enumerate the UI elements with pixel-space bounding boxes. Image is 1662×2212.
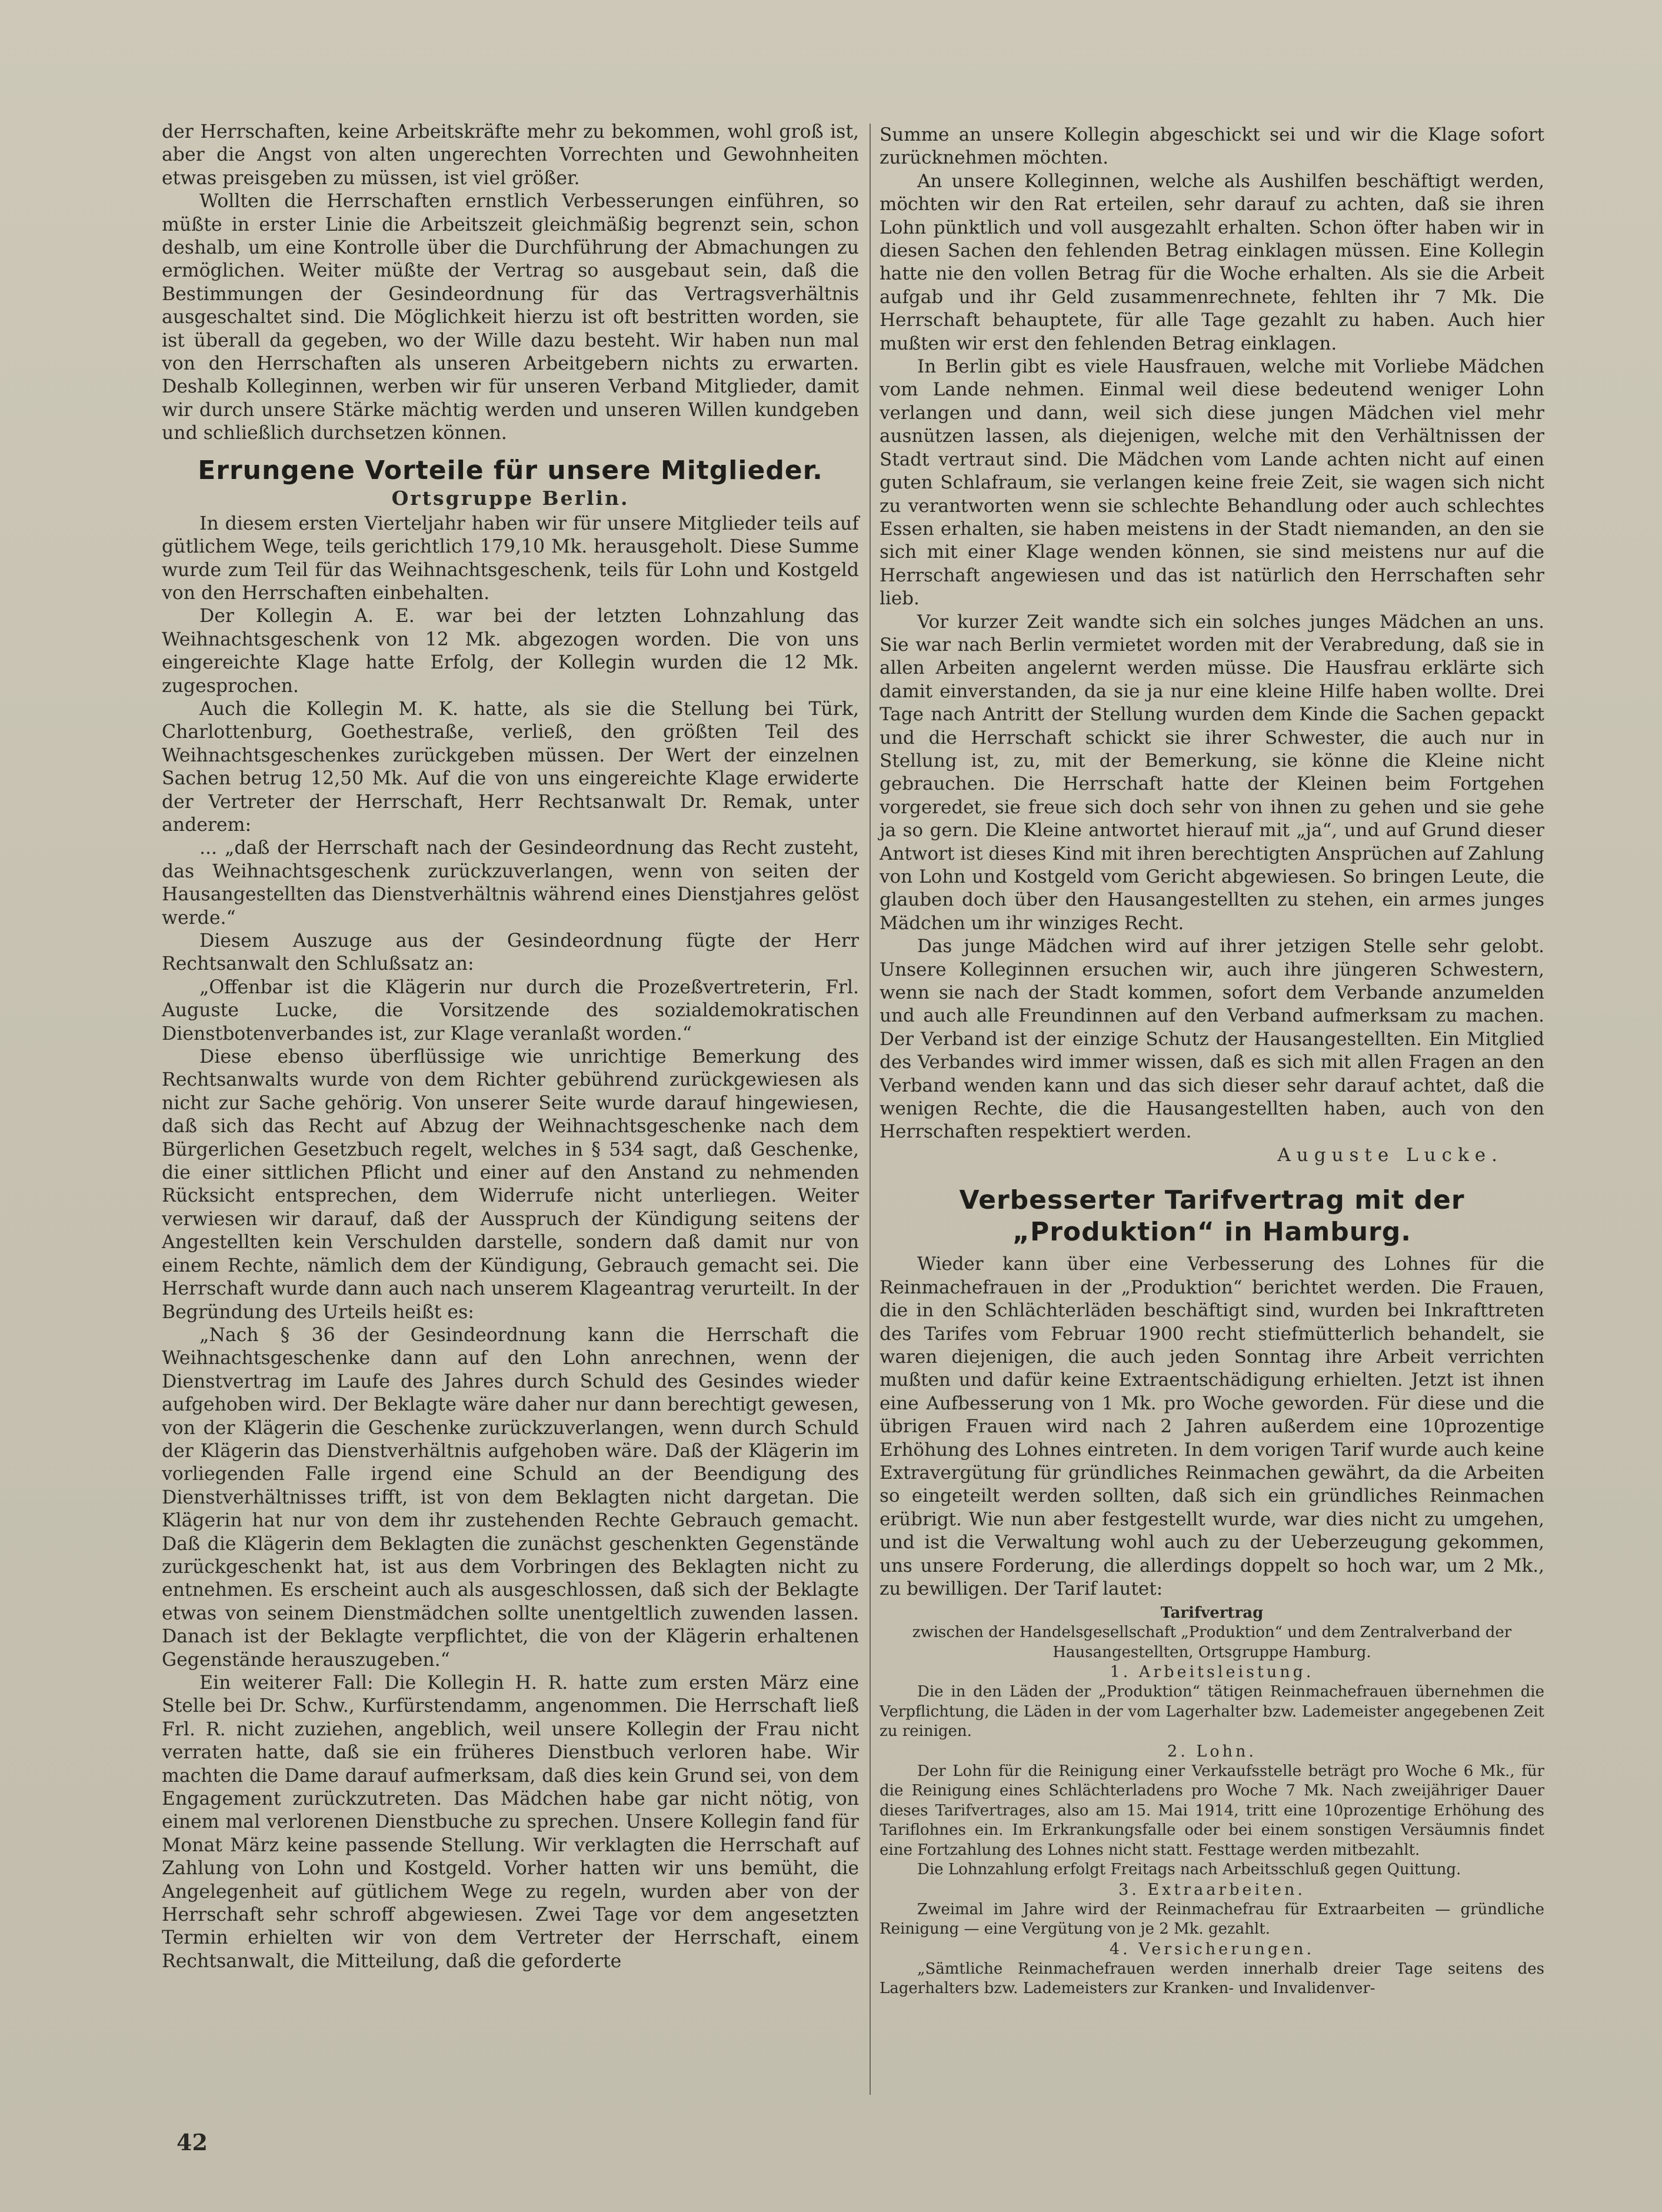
left-paragraph: Auch die Kollegin M. K. hatte, als sie die Stellung bei Türk, Charlottenburg, Goethestraße, verließ, den größten Teil des Weihnachtsgeschenkes zurückgeben müssen. Der Wert der einzelnen Sachen betrug 12,50 Mk. Auf die von uns eingereichte Klage erwiderte der Vertreter der Herrschaft, Herr Rechtsanwalt Dr. Remak, unter anderem:: [162, 698, 859, 836]
left-paragraph: Ein weiterer Fall: Die Kollegin H. R. hatte zum ersten März eine Stelle bei Dr. Schw., Kurfürstendamm, angenommen. Die Herrschaft ließ Frl. R. nicht zuziehen, angeblich, weil unsere Kollegin der Frau nicht verraten hatte, daß sie ein früheres Dienstbuch verloren habe. Wir machten die Dame darauf aufmerksam, daß dies kein Grund sei, von dem Engagement zurückzutreten. Das Mädchen habe gar nicht nötig, von einem mal verlorenen Dienstbuche zu sprechen. Unsere Kollegin fand für Monat März keine passende Stellung. Wir verklagten die Herrschaft auf Zahlung von Lohn und Kostgeld. Vorher hatten wir uns bemüht, die Angelegenheit auf gütlichem Wege zu regeln, wurden aber von der Herrschaft sehr schroff abgewiesen. Zwei Tage vor dem angesetzten Termin erhielten wir von dem Vertreter der Herrschaft, einem Rechtsanwalt, die Mitteilung, daß die geforderte: [162, 1672, 859, 1972]
section-title: 4. Versicherungen.: [1109, 1940, 1315, 1958]
left-paragraph: der Herrschaften, keine Arbeitskräfte mehr zu bekommen, wohl groß ist, aber die Angst von alten ungerechten Vorrechten und Gewohnheiten etwas preisgeben zu müssen, ist viel größer.: [162, 121, 859, 189]
section-text: Der Lohn für die Reinigung einer Verkaufsstelle beträgt pro Woche 6 Mk., für die Reinigung eines Schlächterladens pro Woche 7 Mk. Nach zweijähriger Dauer dieses Tarifvertrages, also am 15. Mai 1914, tritt eine 10prozentige Erhöhung des Tariflohnes ein. Im Erkrankungsfalle oder bei einem sonstigen Versäumnis findet eine Fortzahlung des Lohnes nicht statt. Festtage werden mitbezahlt.: [880, 1762, 1544, 1859]
left-paragraph: Der Kollegin A. E. war bei der letzten Lohnzahlung das Weihnachtsgeschenk von 12 Mk. abgezogen worden. Die von uns eingereichte Klage hatte Erfolg, der Kollegin wurden die 12 Mk. zugesprochen.: [162, 606, 859, 697]
tarif-contract: [880, 1603, 1544, 1999]
article-heading-vorteile: Errungene Vorteile für unsere Mitglieder.: [198, 455, 823, 485]
left-column: [162, 121, 859, 1973]
tarif-title: Tarifvertrag: [1160, 1604, 1264, 1622]
left-paragraph: Diese ebenso überflüssige wie unrichtige Bemerkung des Rechtsanwalts wurde von dem Richter gebührend zurückgewiesen als nicht zur Sache gehörig. Von unserer Seite wurde darauf hingewiesen, daß sich das Recht auf Abzug der Weihnachtsgeschenke nach dem Bürgerlichen Gesetzbuch regelt, welches in § 534 sagt, daß Geschenke, die einer sittlichen Pflicht und einer auf den Anstand zu nehmenden Rücksicht entsprechen, dem Widerrufe nicht unterliegen. Weiter verwiesen wir darauf, daß der Ausspruch der Kündigung seitens der Angestellten kein Verschulden darstelle, sondern daß damit nur von einem Rechte, nämlich dem der Kündigung, Gebrauch gemacht sei. Die Herrschaft wurde dann auch nach unserem Klageantrag verurteilt. In der Begründung des Urteils heißt es:: [162, 1046, 859, 1323]
left-paragraph: Wollten die Herrschaften ernstlich Verbesserungen einführen, so müßte in erster Linie die Arbeitszeit gleichmäßig begrenzt sein, schon deshalb, um eine Kontrolle über die Durchführung der Abmachungen zu ermöglichen. Weiter müßte der Vertrag so ausgebaut sein, daß die Bestimmungen der Gesindeordnung für das Vertragsverhältnis ausgeschaltet sind. Die Möglichkeit hierzu ist oft bestritten worden, sie ist überall da gegeben, wo der Wille dazu besteht. Wir haben nun mal von den Herrschaften als unseren Arbeitgebern nichts zu erwarten. Deshalb Kolleginnen, werben wir für unseren Verband Mitglieder, damit wir durch unsere Stärke mächtig werden und unseren Willen kundgeben und schließlich durchsetzen können.: [162, 191, 859, 444]
author-signature: Auguste Lucke.: [1277, 1144, 1503, 1166]
tarif-parties: zwischen der Handelsgesellschaft „Produktion“ und dem Zentralverband der Hausangestellten, Ortsgruppe Hamburg.: [912, 1624, 1512, 1661]
right-paragraph: An unsere Kolleginnen, welche als Aushilfen beschäftigt werden, möchten wir den Rat erteilen, sehr darauf zu achten, daß sie ihren Lohn pünktlich und voll ausgezahlt erhalten. Schon öfter haben wir in diesen Sachen den fehlenden Betrag einklagen müssen. Eine Kollegin hatte nie den vollen Betrag für die Woche erhalten. Als sie die Arbeit aufgab und ihr Geld zusammenrechnete, fehlten ihr 7 Mk. Die Herrschaft behauptete, für alle Tage gezahlt zu haben. Auch hier mußten wir erst den fehlenden Betrag einklagen.: [880, 170, 1544, 354]
right-paragraph: Wieder kann über eine Verbesserung des Lohnes für die Reinmachefrauen in der „Produktion“ berichtet werden. Die Frauen, die in den Schlächterläden beschäftigt sind, wurden bei Inkrafttreten des Tarifes vom Februar 1900 recht stiefmütterlich behandelt, sie waren diejenigen, die auch jeden Sonntag ihre Arbeit verrichten mußten und dafür keine Extraentschädigung erhielten. Jetzt ist ihnen eine Aufbesserung von 1 Mk. pro Woche geworden. Für diese und die übrigen Frauen wird nach 2 Jahren außerdem eine 10prozentige Erhöhung des Lohnes eintreten. In dem vorigen Tarif wurde auch keine Extravergütung für gründliches Reinmachen gewährt, da die Arbeiten so eingeteilt werden sollten, daß sich ein gründliches Reinmachen erübrigt. Wie nun aber festgestellt wurde, war dies nicht zu umgehen, und ist die Verwaltung wohl auch zu der Ueberzeugung gekommen, uns unsere Forderung, die allerdings doppelt so hoch war, um 2 Mk., zu bewilligen. Der Tarif lautet:: [880, 1253, 1544, 1599]
right-paragraph: Das junge Mädchen wird auf ihrer jetzigen Stelle sehr gelobt. Unsere Kolleginnen ersuchen wir, auch ihre jüngeren Schwestern, wenn sie nach der Stadt kommen, sofort dem Verbande anzumelden und auch alle Freundinnen auf den Verband aufmerksam zu machen. Der Verband ist der einzige Schutz der Hausangestellten. Ein Mitglied des Verbandes wird immer wissen, daß es sich mit allen Fragen an den Verband wenden kann und das sich dieser sehr darauf achtet, daß die wenigen Rechte, die die Hausangestellten haben, auch von den Herrschaften respektiert werden.: [880, 936, 1544, 1143]
page-number: 42: [176, 2129, 208, 2156]
section-text: Die in den Läden der „Produktion“ tätigen Reinmachefrauen übernehmen die Verpflichtung, die Läden in der vom Lagerhalter bzw. Lademeister angegebenen Zeit zu reinigen.: [880, 1683, 1544, 1741]
section-title: 1. Arbeitsleistung.: [1110, 1663, 1314, 1682]
right-paragraph: In Berlin gibt es viele Hausfrauen, welche mit Vorliebe Mädchen vom Lande nehmen. Einmal weil diese bedeutend weniger Lohn verlangen und dann, weil sich diese jungen Mädchen viel mehr ausnützen lassen, als diejenigen, welche mit den Verhältnissen der Stadt vertraut sind. Die Mädchen vom Lande achten nicht auf einen guten Schlafraum, sie verlangen keine freie Zeit, sie wagen sich nicht zu verantworten wenn sie schlechte Behandlung oder auch schlechtes Essen erhalten, sie haben meistens in der Stadt niemanden, an den sie sich mit einer Klage wenden können, sie sind meistens nur auf die Herrschaft angewiesen und das ist natürlich den Herrschaften sehr lieb.: [880, 356, 1544, 610]
section-text: Zweimal im Jahre wird der Reinmachefrau für Extraarbeiten — gründliche Reinigung — eine Vergütung von je 2 Mk. gezahlt.: [880, 1900, 1544, 1938]
section-text: „Sämtliche Reinmachefrauen werden innerhalb dreier Tage seitens des Lagerhalters bzw. Lademeisters zur Kranken- und Invalidenver-: [880, 1960, 1544, 1998]
quote-block: „Nach § 36 der Gesindeordnung kann die Herrschaft die Weihnachtsgeschenke dann auf den Lohn anrechnen, wenn der Dienstvertrag im Laufe des Jahres durch Schuld des Gesindes wieder aufgehoben wird. Der Beklagte wäre daher nur dann berechtigt gewesen, von der Klägerin die Geschenke zurückzuverlangen, wenn durch Schuld der Klägerin das Dienstverhältnis aufgehoben wäre. Daß der Klägerin im vorliegenden Falle irgend eine Schuld an der Beendigung des Dienstverhältnisses trifft, ist von dem Beklagten nicht dargetan. Die Klägerin hat nur von dem ihr zustehenden Rechte Gebrauch gemacht. Daß die Klägerin dem Beklagten die zunächst geschenkten Gegenstände zurückgeschenkt hat, ist aus dem Vorbringen des Beklagten nicht zu entnehmen. Es erscheint auch als ausgeschlossen, daß sich der Beklagte etwas von seinem Dienstmädchen sollte unentgeltlich zuwenden lassen. Danach ist der Beklagte verpflichtet, die von der Klägerin erhaltenen Gegenstände herauszugeben.“: [162, 1324, 859, 1671]
section-text: Die Lohnzahlung erfolgt Freitags nach Arbeitsschluß gegen Quittung.: [917, 1861, 1461, 1879]
left-paragraph: In diesem ersten Vierteljahr haben wir für unsere Mitglieder teils auf gütlichem Wege, teils gerichtlich 179,10 Mk. herausgeholt. Diese Summe wurde zum Teil für das Weihnachtsgeschenk, teils für Lohn und Kostgeld von den Herrschaften einbehalten.: [162, 513, 859, 604]
section-title: 3. Extraarbeiten.: [1118, 1880, 1305, 1899]
right-paragraph: Summe an unsere Kollegin abgeschickt sei und wir die Klage sofort zurücknehmen möchten.: [880, 124, 1544, 169]
left-paragraph: Diesem Auszuge aus der Gesindeordnung fügte der Herr Rechtsanwalt den Schlußsatz an:: [162, 930, 859, 975]
article-subheading-berlin: Ortsgruppe Berlin.: [391, 486, 630, 510]
right-column: [880, 124, 1544, 1999]
section-title: 2. Lohn.: [1167, 1742, 1257, 1761]
quote-block: „Offenbar ist die Klägerin nur durch die Prozeßvertreterin, Frl. Auguste Lucke, die Vorsitzende des sozialdemokratischen Dienstbotenverbandes ist, zur Klage veranlaßt worden.“: [162, 976, 859, 1045]
column-divider: [870, 124, 871, 2095]
right-paragraph: Vor kurzer Zeit wandte sich ein solches junges Mädchen an uns. Sie war nach Berlin vermietet worden mit der Verabredung, daß sie in allen Arbeiten angelernt werden müsse. Die Hausfrau erklärte sich damit einverstanden, da sie ja nur eine kleine Hilfe haben wollte. Drei Tage nach Antritt der Stellung wurden dem Kinde die Sachen gepackt und die Herrschaft schickt sie ihrer Schwester, die auch nur in Stellung ist, zu, mit der Bemerkung, sie könne die Kleine nicht gebrauchen. Die Herrschaft hatte der Kleinen beim Fortgehen vorgeredet, sie freue sich doch sehr von ihnen zu gehen und sie gehe ja so gern. Die Kleine antwortet hierauf mit „ja“, und auf Grund dieser Antwort ist dieses Kind mit ihren berechtigten Ansprüchen auf Zahlung von Lohn und Kostgeld vom Gericht abgewiesen. So bringen Leute, die glauben doch über den Hausangestellten zu stehen, ein armes junges Mädchen um ihr winziges Recht.: [880, 611, 1544, 934]
article-heading-tarifvertrag: Verbesserter Tarifvertrag mit der „Produktion“ in Hamburg.: [959, 1185, 1465, 1248]
quote-block: ... „daß der Herrschaft nach der Gesindeordnung das Recht zusteht, das Weihnachtsgeschenk zurückzuverlangen, wenn von seiten der Hausangestellten das Dienstverhältnis während eines Dienstjahres gelöst werde.“: [162, 837, 859, 929]
